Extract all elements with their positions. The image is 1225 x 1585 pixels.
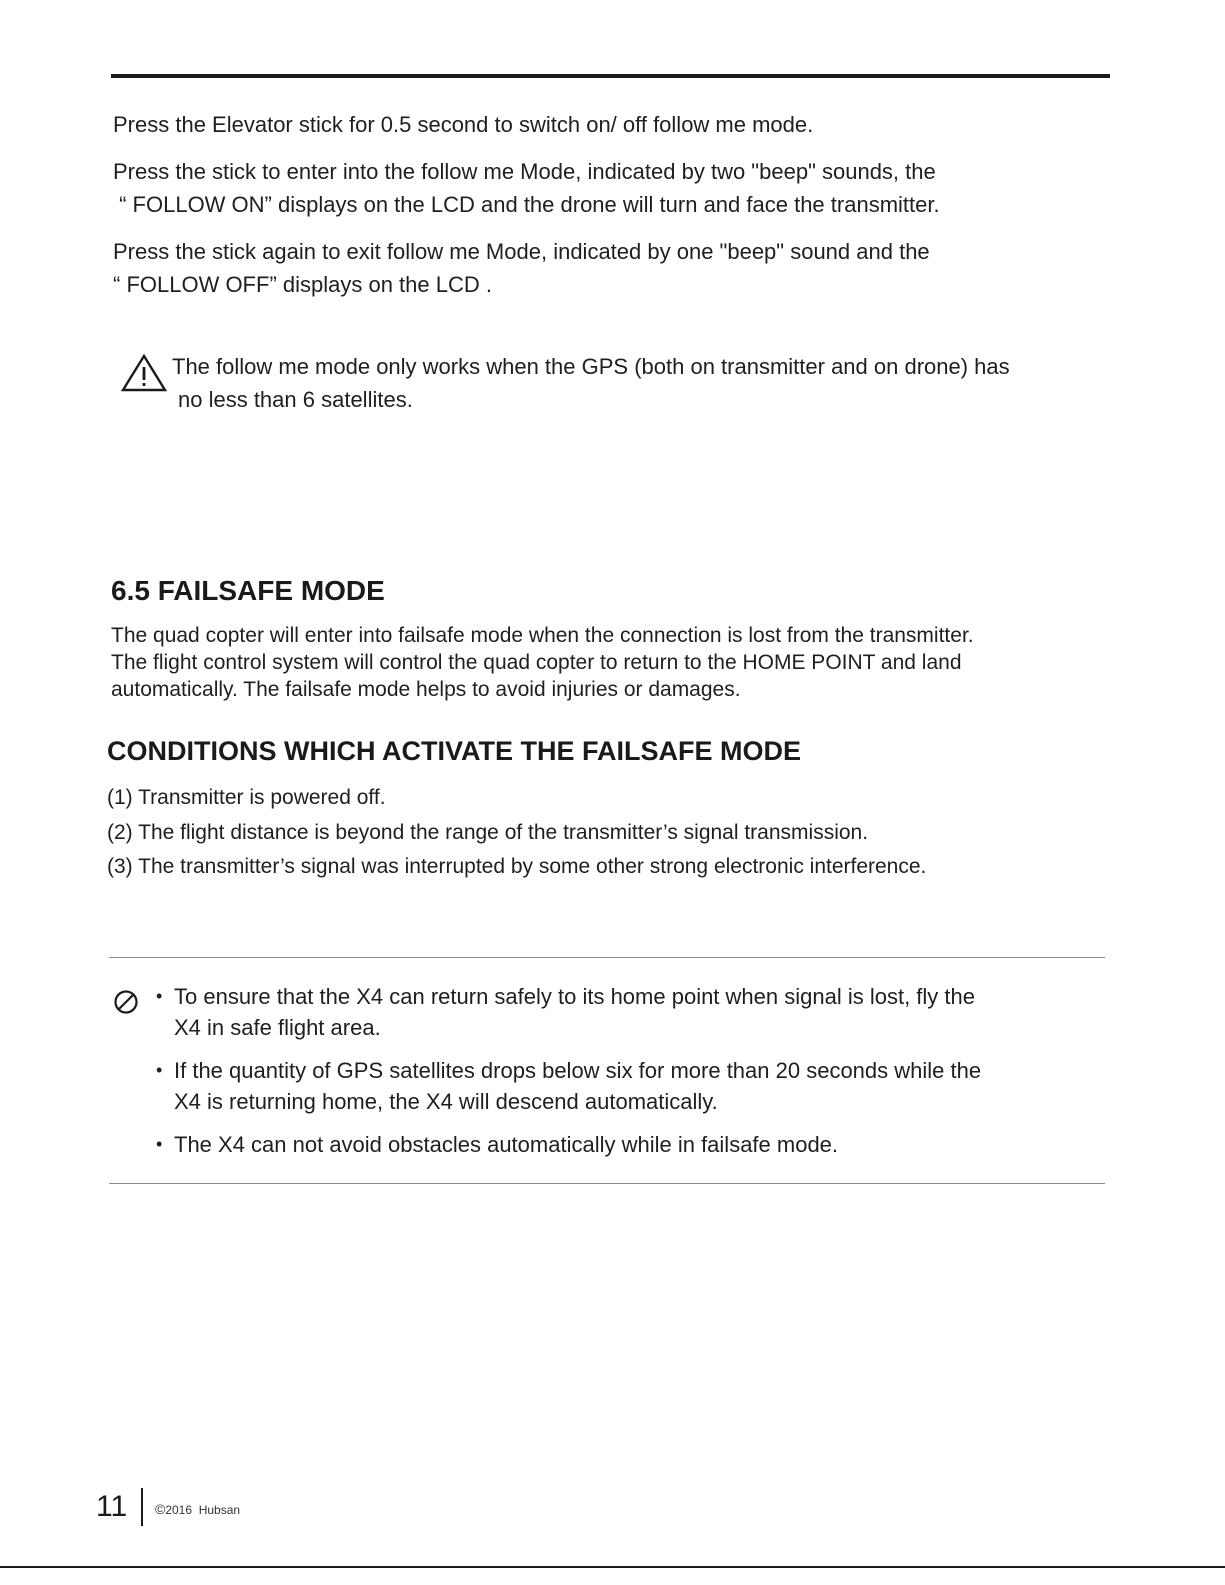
notes-top-divider xyxy=(109,957,1105,958)
note-item-line-1: The X4 can not avoid obstacles automatically while in failsafe mode. xyxy=(174,1132,839,1157)
follow-me-paragraph-3-line-2: “ FOLLOW OFF” displays on the LCD . xyxy=(113,272,492,297)
conditions-list xyxy=(107,781,926,885)
bullet-icon: • xyxy=(156,1060,163,1080)
follow-me-paragraph-3 xyxy=(113,235,930,301)
follow-me-paragraph-2-line-1: Press the stick to enter into the follow me Mode, indicated by two "beep" sounds, the xyxy=(113,159,936,184)
note-item-line-2: X4 in safe flight area. xyxy=(174,1015,381,1040)
section-title-failsafe: 6.5 FAILSAFE MODE xyxy=(111,575,385,606)
copyright-notice xyxy=(155,1501,240,1517)
copyright-text: 2016 Hubsan xyxy=(165,1503,241,1517)
copyright-symbol: © xyxy=(155,1501,166,1517)
note-item xyxy=(156,1129,981,1160)
condition-item: (1) Transmitter is powered off. xyxy=(107,786,386,809)
note-item xyxy=(156,1055,982,1117)
failsafe-description xyxy=(111,622,974,703)
note-item-line-1: If the quantity of GPS satellites drops below six for more than 20 seconds while the xyxy=(174,1058,982,1083)
follow-me-paragraph-2 xyxy=(113,155,940,221)
condition-item: (3) The transmitter’s signal was interrupted by some other strong electronic interference. xyxy=(107,855,927,878)
failsafe-description-line-2: The flight control system will control the quad copter to return to the HOME POINT and land xyxy=(111,651,962,674)
bullet-icon: • xyxy=(156,986,163,1006)
notes-bottom-divider xyxy=(109,1183,1105,1184)
follow-me-paragraph-1: Press the Elevator stick for 0.5 second to switch on/ off follow me mode. xyxy=(113,112,814,137)
failsafe-description-line-3: automatically. The failsafe mode helps to avoid injuries or damages. xyxy=(111,678,741,701)
footer-separator xyxy=(141,1488,143,1526)
note-item-line-2: X4 is returning home, the X4 will descend automatically. xyxy=(174,1089,718,1114)
follow-me-warning xyxy=(172,350,1010,416)
failsafe-notes xyxy=(156,981,982,1172)
conditions-title: CONDITIONS WHICH ACTIVATE THE FAILSAFE MODE xyxy=(107,736,801,766)
follow-me-paragraph-2-line-2: “ FOLLOW ON” displays on the LCD and the drone will turn and face the transmitter. xyxy=(113,192,940,217)
note-item xyxy=(156,981,981,1043)
bottom-rule xyxy=(0,1566,1225,1568)
bullet-icon: • xyxy=(156,1134,163,1154)
note-item-line-1: To ensure that the X4 can return safely to its home point when signal is lost, fly the xyxy=(174,984,975,1009)
warning-triangle-icon xyxy=(120,353,168,393)
prohibited-icon xyxy=(112,988,140,1016)
follow-me-warning-line-1: The follow me mode only works when the GPS (both on transmitter and on drone) has xyxy=(172,354,1010,379)
condition-item: (2) The flight distance is beyond the range of the transmitter’s signal transmission. xyxy=(107,820,869,844)
page-number: 11 xyxy=(96,1490,128,1523)
top-rule xyxy=(111,74,1110,78)
follow-me-warning-line-2: no less than 6 satellites. xyxy=(178,387,413,412)
failsafe-description-line-1: The quad copter will enter into failsafe mode when the connection is lost from the transmitter. xyxy=(111,624,974,647)
follow-me-paragraph-3-line-1: Press the stick again to exit follow me Mode, indicated by one "beep" sound and the xyxy=(113,239,930,264)
